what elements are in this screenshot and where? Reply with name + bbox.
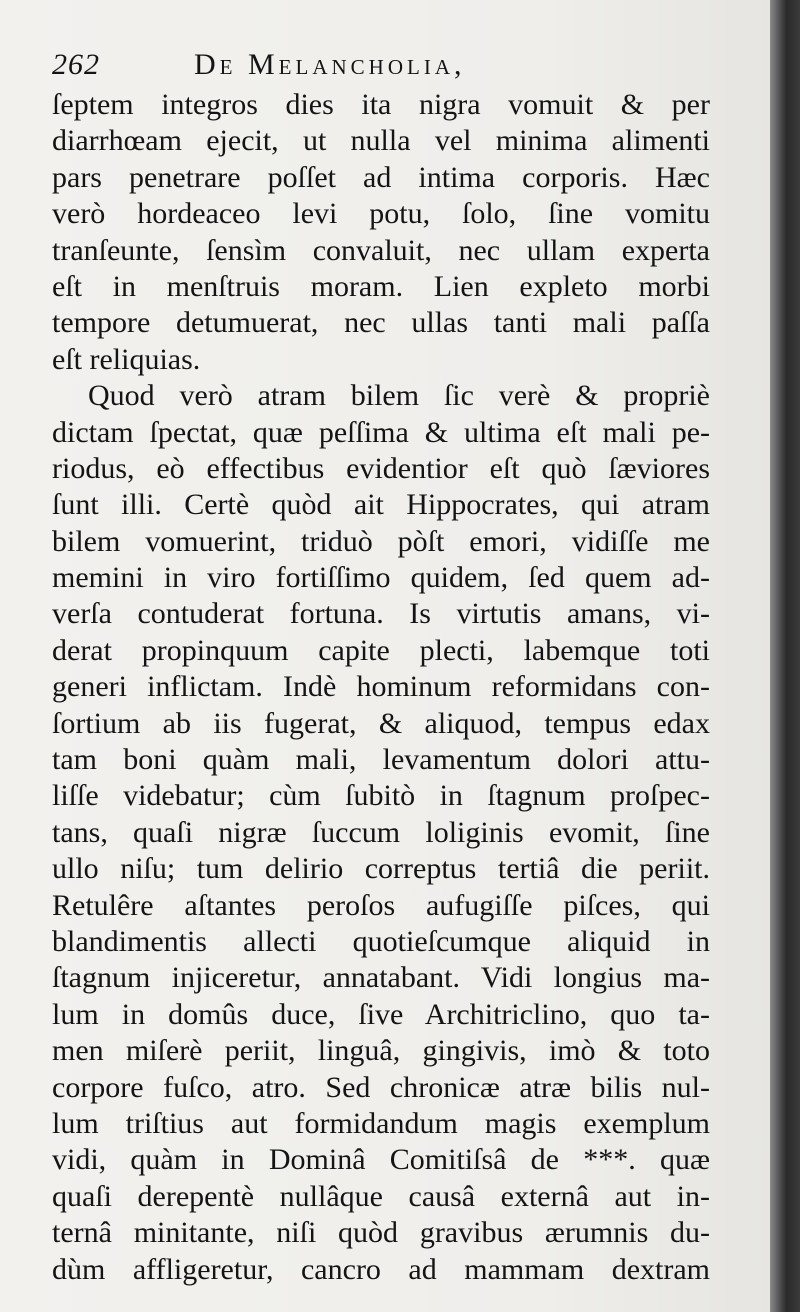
text-line: Retulêre aſtantes peroſos aufugiſſe piſces, qui [52,888,710,922]
text-line: lum triſtius aut formidandum magis exemplum [52,1106,710,1140]
text-line: eſt in menſtruis moram. Lien expleto morbi [52,269,710,303]
text-line: ſunt illi. Certè quòd ait Hippocrates, qui atram [52,488,710,522]
text-line: men miſerè periit, linguâ, gingivis, imò & toto [52,1034,710,1068]
text-line: verò hordeaceo levi potu, ſolo, ſine vomitu [52,197,710,231]
text-line: ſortium ab iis fugerat, & aliquod, tempus edax [52,706,710,740]
body-text [52,87,710,1288]
text-line: tranſeunte, ſensìm convaluit, nec ullam experta [52,233,710,267]
text-line: quaſi derepentè nullâque causâ externâ aut in- [52,1179,710,1213]
text-line: ullo niſu; tum delirio correptus tertiâ die periit. [52,852,710,886]
text-line: lum in domûs duce, ſive Architriclino, quo ta- [52,997,710,1031]
text-line: Quod verò atram bilem ſic verè & propriè [88,379,710,413]
text-line: tam boni quàm mali, levamentum dolori attu- [52,743,710,777]
text-line: eſt reliquias. [52,342,201,376]
text-line: corpore fuſco, atro. Sed chronicæ atræ bilis nul- [52,1070,710,1104]
text-line: bilem vomuerint, triduò pòſt emori, vidiſſe me [52,524,710,558]
text-line: ſtagnum injiceretur, annatabant. Vidi longius ma- [52,961,710,995]
text-line: generi inflictam. Indè hominum reformidans con- [52,670,710,704]
text-line: verſa contuderat fortuna. Is virtutis amans, vi- [52,597,710,631]
text-line: ternâ minitante, niſi quòd gravibus ærumnis du- [52,1216,710,1250]
text-line: memini in viro fortiſſimo quidem, ſed quem ad- [52,561,710,595]
page-number: 262 [52,48,100,81]
text-line: dictam ſpectat, quæ peſſima & ultima eſt mali pe- [52,415,710,449]
running-title: De Melancholia, [194,48,466,81]
text-line: tempore detumuerat, nec ullas tanti mali paſſa [52,306,710,340]
text-line: vidi, quàm in Dominâ Comitiſsâ de ***. quæ [52,1143,710,1177]
binding-shadow [770,0,800,1312]
text-line: derat propinquum capite plecti, labemque toti [52,633,710,667]
text-line: liſſe videbatur; cùm ſubitò in ſtagnum proſpec- [52,779,710,813]
page-header [52,40,712,90]
text-line: riodus, eò effectibus evidentior eſt quò ſæviores [52,451,710,485]
text-line: tans, quaſi nigræ ſuccum loliginis evomit, ſine [52,815,710,849]
text-line: blandimentis allecti quotieſcumque aliquid in [52,924,710,958]
text-line: dùm affligeretur, cancro ad mammam dextram [52,1252,710,1286]
text-line: ſeptem integros dies ita nigra vomuit & per [52,88,710,121]
text-line: pars penetrare poſſet ad intima corporis. Hæc [52,160,710,194]
text-line: diarrhœam ejecit, ut nulla vel minima alimenti [52,124,710,158]
